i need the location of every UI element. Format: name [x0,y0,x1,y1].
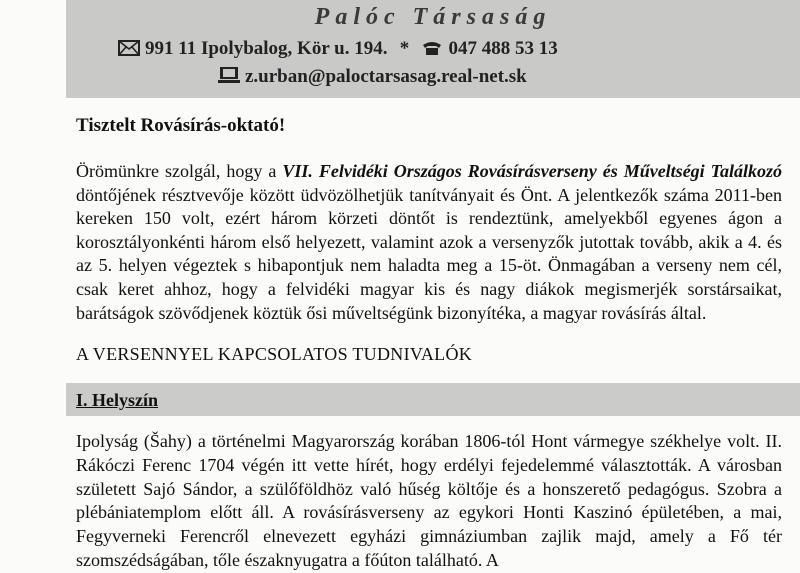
email-line [218,66,527,90]
envelope-icon [118,40,140,62]
contact-line [118,38,558,62]
section-title-location: I. Helyszín [76,390,159,410]
computer-icon [218,66,240,90]
phone-icon [421,40,443,62]
phone-number: 047 488 53 13 [448,38,558,59]
email-address[interactable]: z.urban@paloctarsasag.real-net.sk [245,66,527,87]
letterhead [66,0,800,98]
intro-body: döntőjének résztvevője között üdvözölhetjük tanítványait és Önt. A jelentkezők száma 2011-ben kereken 150 volt, ezért három körzeti döntőt is rendeztünk, amelyekből egyenes ágon a korosztályonkénti három első helyezett, valamint azok a versenyzők jutottak tovább, akik a 4. és az 5. helyen végeztek s hibapontjuk nem haladta meg a 15-öt. Önmagában a verseny nem cél, csak keret ahhoz, hogy a felvidéki magyar kis és nagy diákok megismerjék sorstársaikat, barátságok szövődjenek köztük ősi műveltségünk bizonyítéka, a magyar rovásírás által. [76,184,782,323]
event-name: VII. Felvidéki Országos Rovásírásverseny és Műveltségi Találkozó [282,161,782,181]
salutation: Tisztelt Rovásírás-oktató! [76,115,286,136]
address-text: 991 11 Ipolybalog, Kör u. 194. [145,38,388,59]
section-band [66,383,800,416]
intro-text: Örömünkre szolgál, hogy a [76,161,283,181]
intro-paragraph [76,160,782,325]
location-paragraph: Ipolyság (Šahy) a történelmi Magyarország korában 1806-tól Hont vármegye székhelye volt. II. Rákóczi Ferenc 1704 végén itt vette hírét, hogy erdélyi fejedelemmé választották. A városban született Sajó Sándor, a szülőföldhöz való hűség költője és a honszerető pedagógus. Szobra a plébániatemplom előtt áll. A rovásírásverseny az egykori Honti Kaszinó épületében, a mai, Fegyverneki Ferencről elnevezett egyházi gimnáziumban zajlik majd, amely a Fő tér szomszédságában, tőle északnyugatra a főúton található. A [76,431,782,570]
separator-asterisk: * [399,38,410,59]
section-heading: A VERSENNYEL KAPCSOLATOS TUDNIVALÓK [76,344,473,364]
organization-name: Palóc Társaság [314,4,552,30]
